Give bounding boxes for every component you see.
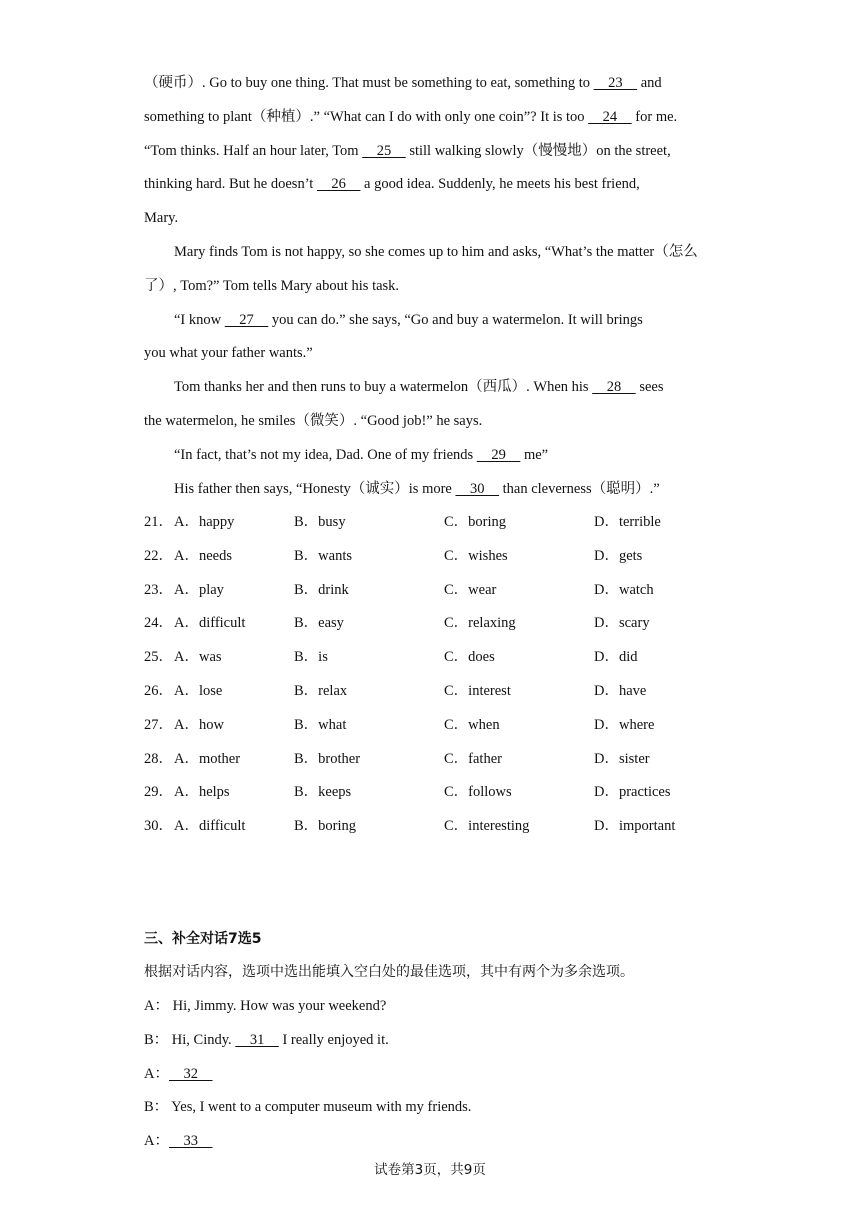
option-c: C．interest	[444, 683, 511, 699]
option-d: D．practices	[594, 784, 671, 800]
answer-blank: 25	[362, 143, 406, 159]
question-number: 30．	[144, 818, 173, 834]
option-b: B．easy	[294, 615, 344, 631]
option-a: A．difficult	[174, 818, 246, 834]
question-number: 23．	[144, 582, 173, 598]
answer-blank: 27	[224, 312, 269, 328]
answer-blank: 23	[593, 75, 638, 91]
question-number: 22．	[144, 548, 173, 564]
page-footer: 试卷第3页，共9页	[374, 1162, 486, 1178]
dialogue-line: B： Hi, Cindy. 31 I really enjoyed it.	[144, 1032, 389, 1048]
option-d: D．scary	[594, 615, 650, 631]
question-number: 26．	[144, 683, 173, 699]
question-row	[144, 749, 704, 769]
passage-line: you what your father wants.”	[144, 345, 313, 361]
option-b: B．relax	[294, 683, 348, 699]
passage-line: “I know 27 you can do.” she says, “Go and buy a watermelon. It will brings	[174, 312, 643, 328]
question-number: 29．	[144, 784, 173, 800]
dialogue-line: A： Hi, Jimmy. How was your weekend?	[144, 998, 387, 1014]
option-d: D．sister	[594, 751, 650, 767]
option-c: C．does	[444, 649, 495, 665]
option-b: B．keeps	[294, 784, 352, 800]
passage-line: Tom thanks her and then runs to buy a watermelon（西瓜）. When his 28 sees	[174, 379, 664, 395]
option-a: A．helps	[174, 784, 230, 800]
answer-blank: 33	[168, 1133, 213, 1149]
answer-blank: 24	[588, 109, 632, 125]
option-a: A．was	[174, 649, 222, 665]
question-number: 27．	[144, 717, 173, 733]
option-a: A．needs	[174, 548, 232, 564]
question-number: 24．	[144, 615, 173, 631]
question-row	[144, 512, 704, 532]
answer-blank: 28	[592, 379, 636, 395]
dialogue-line: B： Yes, I went to a computer museum with my friends.	[144, 1099, 472, 1115]
question-row	[144, 681, 704, 701]
option-c: C．father	[444, 751, 502, 767]
option-a: A．difficult	[174, 615, 246, 631]
answer-blank: 31	[235, 1032, 279, 1048]
question-row	[144, 580, 704, 600]
option-b: B．busy	[294, 514, 346, 530]
option-d: D．terrible	[594, 514, 661, 530]
option-b: B．brother	[294, 751, 361, 767]
option-b: B．wants	[294, 548, 352, 564]
option-c: C．when	[444, 717, 500, 733]
option-c: C．relaxing	[444, 615, 516, 631]
answer-blank: 32	[168, 1066, 213, 1082]
passage-line: 了）, Tom?” Tom tells Mary about his task.	[144, 278, 400, 294]
option-a: A．how	[174, 717, 224, 733]
passage-line: the watermelon, he smiles（微笑）. “Good job!” he says.	[144, 413, 483, 429]
question-number: 28．	[144, 751, 173, 767]
option-a: A．lose	[174, 683, 223, 699]
option-d: D．watch	[594, 582, 654, 598]
passage-line: Mary finds Tom is not happy, so she comes up to him and asks, “What’s the matter（怎么	[174, 244, 698, 260]
option-d: D．important	[594, 818, 676, 834]
question-row	[144, 816, 704, 836]
option-c: C．boring	[444, 514, 507, 530]
question-number: 21．	[144, 514, 173, 530]
question-row	[144, 647, 704, 667]
option-c: C．follows	[444, 784, 512, 800]
answer-blank: 30	[455, 481, 499, 497]
passage-line: “In fact, that’s not my idea, Dad. One of my friends 29 me”	[174, 447, 549, 463]
option-a: A．play	[174, 582, 224, 598]
option-d: D．where	[594, 717, 655, 733]
option-c: C．interesting	[444, 818, 530, 834]
passage-line: thinking hard. But he doesn’t 26 a good idea. Suddenly, he meets his best friend,	[144, 176, 640, 192]
question-row	[144, 546, 704, 566]
option-a: A．happy	[174, 514, 235, 530]
question-row	[144, 782, 704, 802]
dialogue-line: A： 32	[144, 1066, 213, 1082]
passage-line: His father then says, “Honesty（诚实）is more 30 than cleverness（聪明）.”	[174, 481, 660, 497]
option-d: D．have	[594, 683, 647, 699]
option-b: B．boring	[294, 818, 357, 834]
option-d: D．did	[594, 649, 638, 665]
option-c: C．wishes	[444, 548, 508, 564]
option-b: B．what	[294, 717, 347, 733]
option-c: C．wear	[444, 582, 497, 598]
option-d: D．gets	[594, 548, 643, 564]
option-b: B．drink	[294, 582, 349, 598]
section-title: 三、补全对话7选5	[144, 931, 262, 947]
passage-line: Mary.	[144, 210, 179, 226]
question-row	[144, 715, 704, 735]
dialogue-line: A： 33	[144, 1133, 213, 1149]
answer-blank: 26	[316, 176, 361, 192]
section-instruction: 根据对话内容，选项中选出能填入空白处的最佳选项，其中有两个为多余选项。	[144, 964, 634, 980]
question-number: 25．	[144, 649, 173, 665]
passage-line: something to plant（种植）.” “What can I do with only one coin”? It is too 24 for me.	[144, 109, 678, 125]
answer-blank: 29	[476, 447, 521, 463]
question-row	[144, 613, 704, 633]
passage-line: “Tom thinks. Half an hour later, Tom 25 still walking slowly（慢慢地）on the street,	[144, 143, 671, 159]
option-a: A．mother	[174, 751, 241, 767]
passage-line: （硬币）. Go to buy one thing. That must be something to eat, something to 23 and	[144, 75, 662, 91]
option-b: B．is	[294, 649, 328, 665]
